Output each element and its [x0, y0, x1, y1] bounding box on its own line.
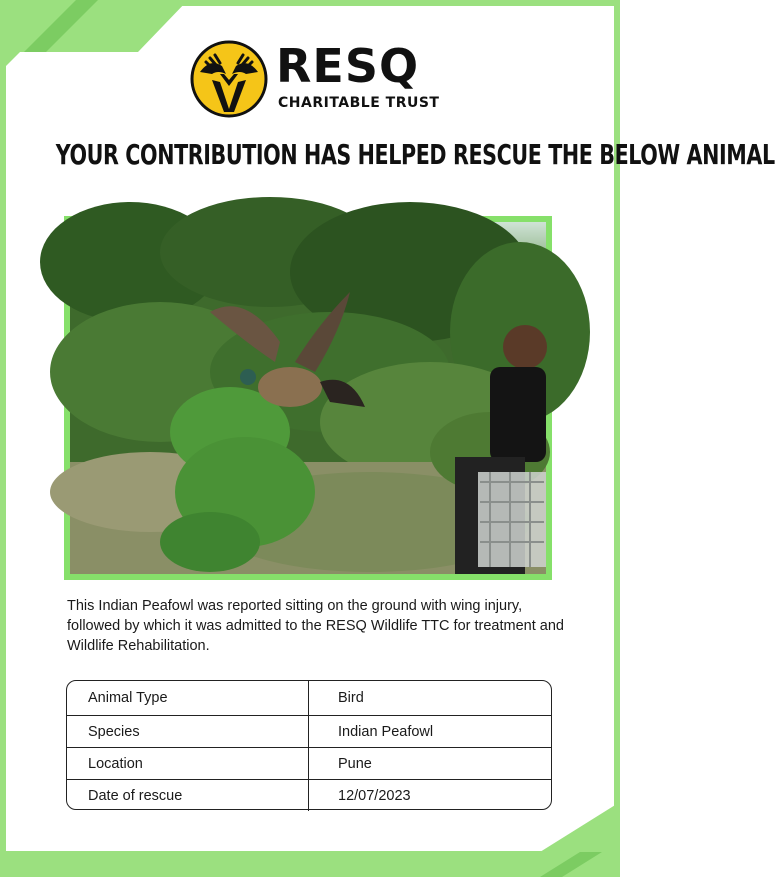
table-row: [67, 681, 551, 716]
corner-decoration-bottom-right: [110, 800, 620, 877]
detail-label: Date of rescue: [67, 780, 309, 811]
detail-label: Animal Type: [67, 681, 309, 715]
corner-decoration-top-left-overlay: [0, 0, 190, 80]
brand-name: RESQ: [276, 39, 420, 93]
brand-logo: [190, 40, 440, 120]
table-row: [67, 748, 551, 780]
detail-value: Bird: [338, 690, 364, 706]
detail-label: Species: [67, 716, 309, 747]
rescued-animal-photo: [70, 222, 546, 574]
detail-value: Pune: [338, 755, 372, 772]
page-headline: YOUR CONTRIBUTION HAS HELPED RESCUE THE BELOW ANIMAL: [55, 138, 775, 171]
table-row: [67, 716, 551, 748]
table-row: [67, 780, 551, 811]
detail-value: 12/07/2023: [338, 787, 411, 804]
animal-details-table: [66, 680, 552, 810]
resq-hands-bird-icon: [190, 40, 268, 118]
rescue-description: This Indian Peafowl was reported sitting on the ground with wing injury, followed by which it was admitted to the RESQ Wildlife TTC for treatment and Wildlife Rehabilitation.: [67, 598, 564, 654]
detail-label: Location: [67, 748, 309, 779]
brand-subtitle: CHARITABLE TRUST: [278, 95, 440, 111]
photo-peafowl-release-icon: [70, 222, 546, 574]
photo-frame: [64, 216, 552, 580]
detail-value: Indian Peafowl: [338, 723, 434, 740]
